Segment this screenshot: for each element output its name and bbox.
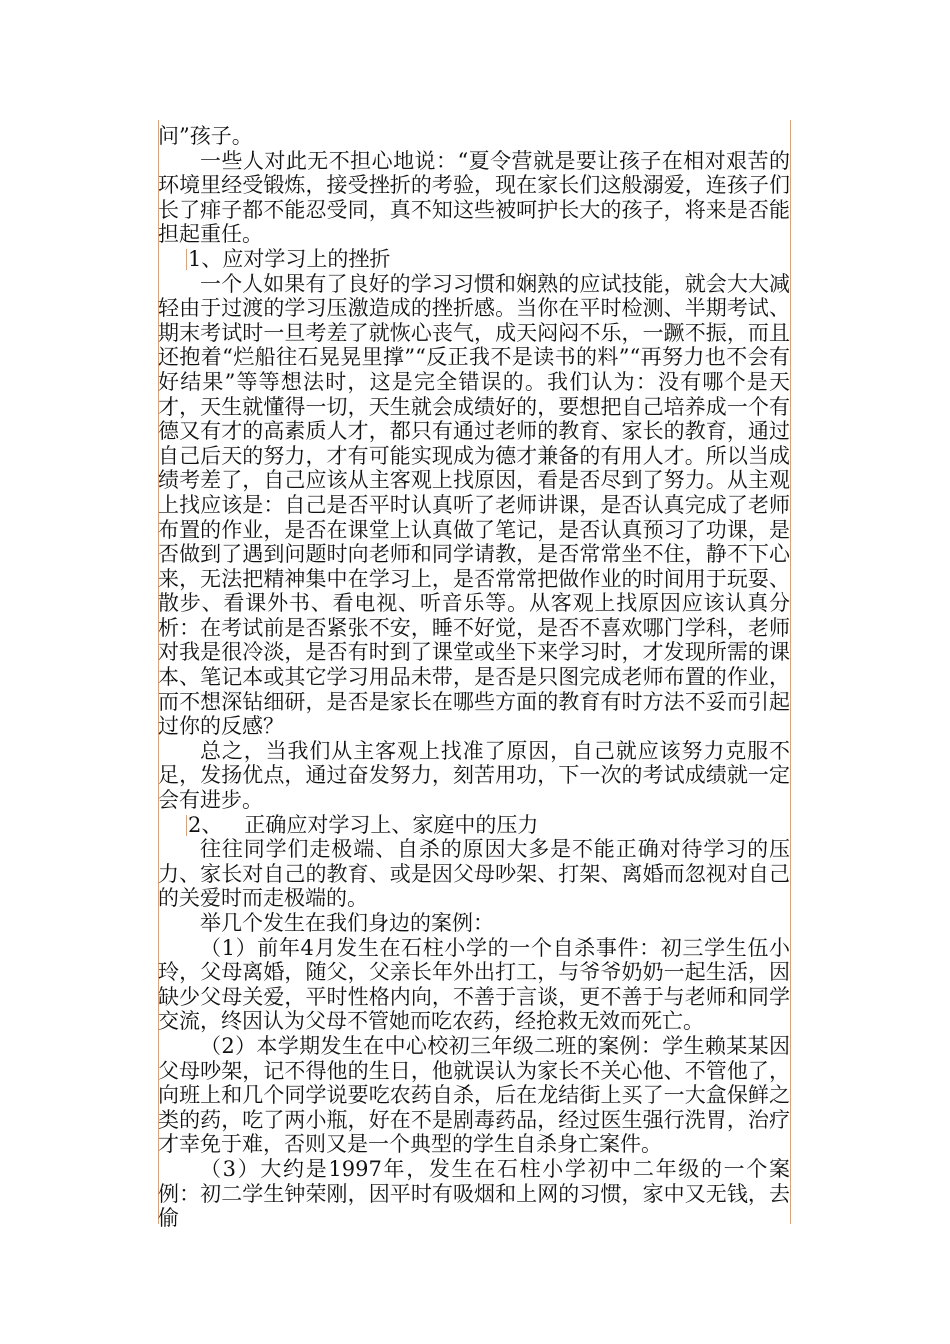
paragraph-case-1: （1）前年4月发生在石柱小学的一个自杀事件：初三学生伍小玲，父母离婚，随父，父亲长年外出打工，与爷爷奶奶一起生活，因缺少父母关爱，平时性格内向，不善于言谈，更不善于与老师和同学交流，终因认为父母不管她而吃农药，经抢救无效而死亡。 <box>158 935 790 1034</box>
section-title-2: 正确应对学习上、家庭中的压力 <box>244 812 539 837</box>
section-title-1: 应对学习上的挫折 <box>222 246 391 271</box>
paragraph-case-2: （2）本学期发生在中心校初三年级二班的案例：学生赖某某因父母吵架，记不得他的生日，他就误认为家长不关心他、不管他了，向班上和几个同学说要吃农药自杀，后在龙结街上买了一大盒保鲜之类的药，吃了两小瓶，好在不是剧毒药品，经过医生强行洗胃，治疗才幸免于难，否则又是一个典型的学生自杀身亡案件。 <box>158 1033 790 1157</box>
paragraph-case-3: （3）大约是1997年，发生在石柱小学初中二年级的一个案例：初二学生钟荣刚，因平时有吸烟和上网的习惯，家中又无钱，去偷 <box>158 1156 790 1231</box>
paragraph-summary: 总之，当我们从主客观上找准了原因，自己就应该努力克服不足，发扬优点，通过奋发努力，刻苦用功，下一次的考试成绩就一定会有进步。 <box>158 738 790 813</box>
paragraph-pressure: 往往同学们走极端、自杀的原因大多是不能正确对待学习的压力、家长对自己的教育、或是因父母吵架、打架、离婚而忽视对自己的关爱时而走极端的。 <box>158 837 790 911</box>
paragraph-continuation: 问”孩子。 <box>158 124 253 148</box>
section-number-2: 2、 <box>188 812 223 837</box>
paragraph-study-frustration: 一个人如果有了良好的学习习惯和娴熟的应试技能，就会大大减轻由于过渡的学习压激造成的挫折感。当你在平时检测、半期考试、期末考试时一旦考差了就恢心丧气，成天闷闷不乐，一蹶不振，而且还抱着“烂船往石晃晃里撑”“反正我不是读书的料”“再努力也不会有好结果”等等想法时，这是完全错误的。我们认为：没有哪个是天才，天生就懂得一切，天生就会成绩好的，要想把自己培养成一个有德又有才的高素质人才，都只有通过老师的教育、家长的教育，通过自己后天的努力，才有可能实现成为德才兼备的有用人才。所以当成绩考差了，自己应该从主客观上找原因，看是否尽到了努力。从主观上找应该是：自己是否平时认真听了老师讲课，是否认真完成了老师布置的作业，是否在课堂上认真做了笔记，是否认真预习了功课，是否做到了遇到问题时向老师和同学请教，是否常常坐不住，静不下心来，无法把精神集中在学习上，是否常常把做作业的时间用于玩耍、散步、看课外书、看电视、听音乐等。从客观上找原因应该认真分析：在考试前是否紧张不安，睡不好觉，是否不喜欢哪门学科，老师对我是很冷淡，是否有时到了课堂或坐下来学习时，才发现所需的课本、笔记本或其它学习用品未带，是否是只图完成老师布置的作业，而不想深钻细研，是否是家长在哪些方面的教育有时方法不妥而引起过你的反感？ <box>158 271 790 739</box>
paragraph-cases-intro: 举几个发生在我们身边的案例： <box>200 911 494 935</box>
paragraph-worry: 一些人对此无不担心地说：“夏令营就是要让孩子在相对艰苦的环境里经受锻炼，接受挫折的考验，现在家长们这般溺爱，连孩子们长了痱子都不能忍受同，真不知这些被呵护长大的孩子，将来是否能担起重任。 <box>158 148 790 247</box>
section-heading-1 <box>158 247 790 272</box>
section-heading-2 <box>158 813 790 838</box>
right-margin-line <box>790 120 791 1224</box>
section-number-1: 1、 <box>188 246 223 271</box>
document-body <box>158 124 790 1231</box>
